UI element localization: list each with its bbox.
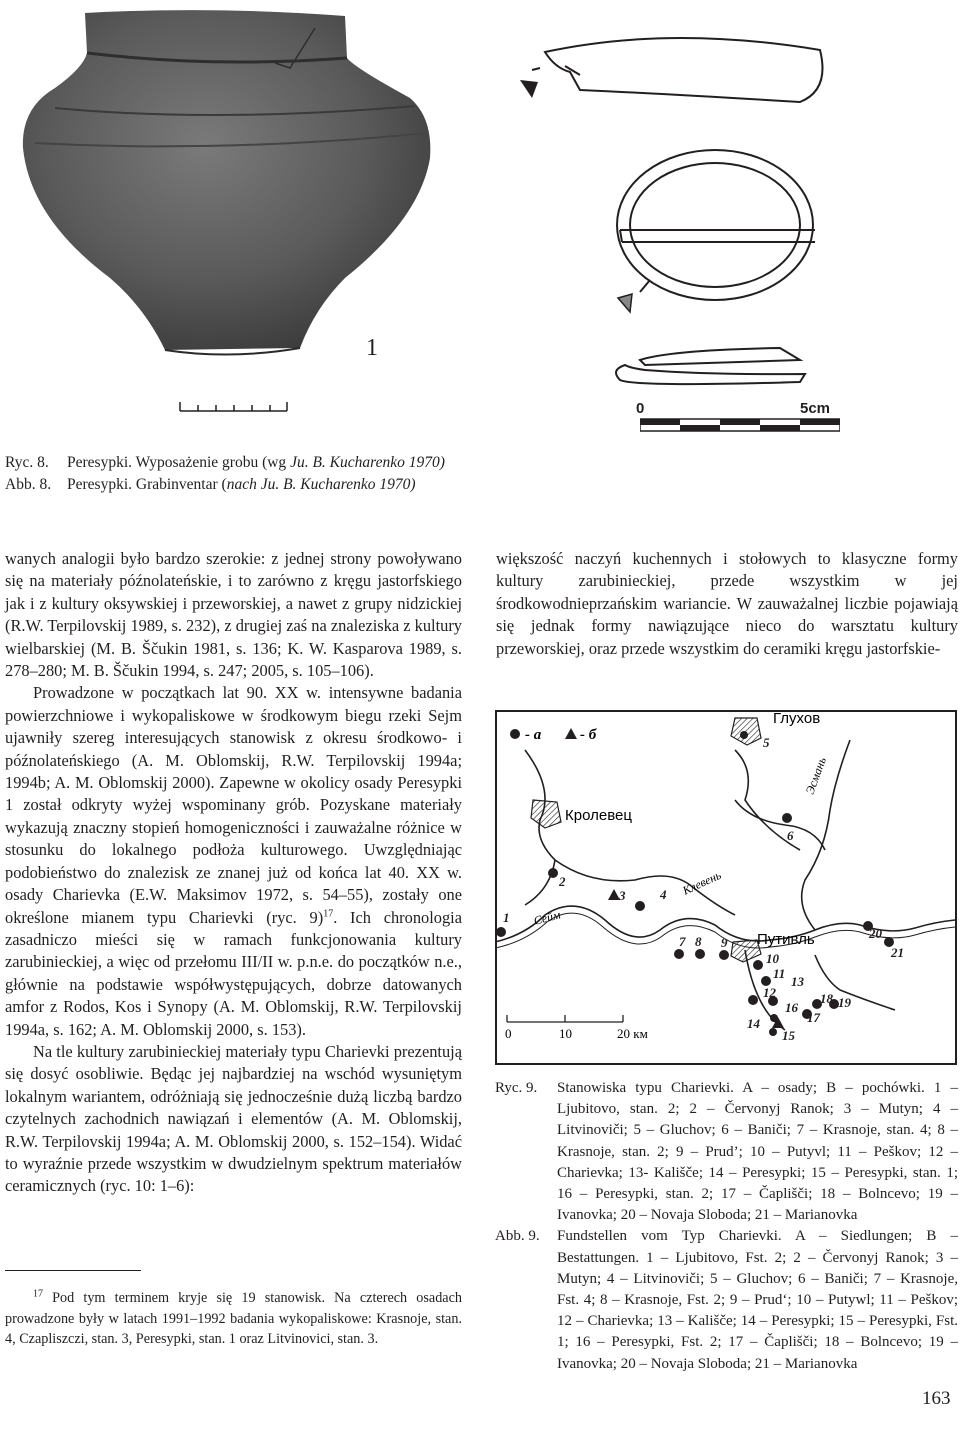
site-number: 8 <box>695 934 702 949</box>
figure9-caption <box>495 1078 958 1375</box>
map-scale-label: 10 <box>559 1026 572 1041</box>
site-number: 15 <box>782 1028 795 1043</box>
site-number: 2 <box>559 874 566 889</box>
caption-de: Abb. 8. Peresypki. Grabinventar (nach Ju. B. Kucharenko 1970) <box>5 474 445 496</box>
site-1-marker <box>496 927 506 937</box>
footnote-number: 17 <box>33 1288 43 1300</box>
plate-number: 1 <box>366 335 378 361</box>
caption-label: Ryc. 8. <box>5 454 49 471</box>
footnote: $^{17}$ Pod tym terminem kryje się 19 stanowisk. Na czterech osadach prowadzone były w latach 1991–1992 badania wykopaliskowe: Krasnoje, stan. 4, Czapliszczi, stan. 3, Peresypki, stan. 1 oraz Litvinovici, stan. 3. <box>5 1288 462 1347</box>
footnote-ref: 17 <box>323 908 334 920</box>
scale-zero-label: 0 <box>636 400 645 417</box>
legend-burial-label: - б <box>580 727 597 743</box>
site-15-marker <box>769 1028 777 1036</box>
paragraph: wanych analogii było bardzo szerokie: z jednej strony powoływano się na materiały późnolateńskie, i to zarówno z kręgu jastorfskiego jak i z kultury oksywskiej i przeworskiej, a nawet z grupy nidzickiej (R.W. Terpilovskij 1989, s. 232), z drugiej zaś na znaleziska z kultury wielbarskiej (M. B. Ščukin 1981, s. 136; K. W. Kasparova 1989, s. 278–280; M. B. Ščukin 1994, s. 247; 2005, s. 105–106). <box>5 549 462 681</box>
site-12-marker <box>748 995 758 1005</box>
site-16-marker <box>770 1014 778 1022</box>
map-scale-label: 20 км <box>617 1026 648 1041</box>
site-number: 14 <box>747 1016 760 1031</box>
site-number: 6 <box>787 828 794 843</box>
page-number: 163 <box>922 1388 951 1409</box>
site-number: 18 <box>820 991 833 1006</box>
caption-text: Fundstellen vom Typ Charievki. A – Siedlungen; B – Bestattungen. 1 – Ljubitovo, Fst. 2; 2 – Červonyj Ranok; 3 – Mutyn; 4 – Litvinoviči; 5 – Gluchov; 6 – Baniči; 7 – Krasnoje, Fst. 4; 8 – Krasnoje, Fst. 2; 9 – Prud‘; 10 – Putywl; 11 – Peškov; 12 – Charievka; 13 – Kališče; 14 – Peresypki; 15 – Peresypki, Fst. 1; 16 – Peresypki, Fst. 2; 17 – Čaplišči; 18 – Bolncevo; 19 – Ivanovka; 20 – Novaja Sloboda; 21 – Marianovka <box>557 1228 958 1372</box>
site-number: 10 <box>766 951 779 966</box>
site-number: 3 <box>619 888 626 903</box>
scale-bar-5cm <box>640 418 840 432</box>
site-2-marker <box>548 868 558 878</box>
site-number: 9 <box>721 935 728 950</box>
legend-settlement-icon <box>510 729 520 739</box>
pot-scale-bar <box>180 402 287 411</box>
site-9-marker <box>719 950 729 960</box>
site-number: 19 <box>838 995 851 1010</box>
river-label-seim: Сейм <box>532 907 562 928</box>
town-label-putivl: Путивль <box>757 931 815 948</box>
caption-text: Stanowiska typu Charievki. A – osady; B – pochówki. 1 – Ljubitovo, stan. 2; 2 – Červonyj Ranok; 3 – Mutyn; 4 – Litvinoviči; 5 – Gluchov; 6 – Baniči; 7 – Krasnoje, stan. 4; 8 – Krasnoje, stan. 2; 9 – Prud’; 10 – Putyvl; 11 – Peškov; 12 – Charievka; 13- Kališče; 14 – Peresypki; 15 – Peresypki, stan. 1; 16 – Peresypki, stan. 2; 17 – Čaplišči; 18 – Bolncevo; 19 – Ivanovka; 20 – Novaja Sloboda; 21 – Marianovka <box>557 1080 958 1224</box>
site-number: 13 <box>791 974 804 989</box>
caption-pl: Ryc. 8. Peresypki. Wyposażenie grobu (wg Ju. B. Kucharenko 1970) <box>5 452 445 474</box>
paragraph: Prowadzone w początkach lat 90. XX w. intensywne badania powierzchniowe i wykopaliskowe w środkowym biegu rzeki Sejm ujawniły szereg interesujących stanowisk z okresu środkowo- i późnolateńskiego (A. M. Oblomskij, R.W. Terpilovskij 1994a; 1994b; A. M. Oblomskij 2000). Zapewne w okolicy osady Peresypki 1 został odkryty wyżej wspominany grób. Pozyskane materiały wykazują znaczny stopień homogeniczności i zauważalne różnice w stosunku do lokalnego podłoża kulturowego. Uwzględniając podobieństwo do znalezisk ze znanej już od końca lat 40. XX w. osady Charievka (E.W. Maksimov 1972, s. 54–55), zostały one określone mianem typu Charievki (ryc. 9)$^{17}$. Ich chronologia zasadniczo mieści się w ramach funkcjonowania kultury zarubinieckiej, a więc od przełomu III/II w. p.n.e. do początków n.e., głównie na podstawie współwystępujących, dobrze datowanych amfor z Rodos, Kos i Synopy (A. M. Oblomskij, R.W. Terpilovskij 1994a, s. 162; A. M. Oblomskij 2000, s. 153). <box>5 683 463 1039</box>
site-number: 1 <box>503 910 510 925</box>
town-label-glukhov: Глухов <box>773 710 821 727</box>
river-label-esman: Эсмань <box>802 755 829 797</box>
site-6-marker <box>782 813 792 823</box>
site-number: 12 <box>763 985 776 1000</box>
site-10-marker <box>753 960 763 970</box>
caption-label: Abb. 9. <box>495 1228 540 1245</box>
caption-label: Ryc. 9. <box>495 1080 538 1096</box>
site-number: 17 <box>807 1010 820 1025</box>
site-5-marker <box>740 731 748 739</box>
caption-pl <box>495 1078 958 1226</box>
map-scale-label: 0 <box>505 1026 512 1041</box>
scale-max-label: 5cm <box>800 400 831 417</box>
caption-label: Abb. 8. <box>5 476 52 493</box>
site-number: 7 <box>679 934 686 949</box>
site-number: 20 <box>869 926 882 941</box>
paragraph: Na tle kultury zarubinieckiej materiały typu Charievki prezentują się dosyć osobliwie. Będąc jej najbardziej na wschód wysuniętym lokalnym wariantem, odróżniają się jednocześnie dużą liczbą bardzo czytelnych zachodnich nawiązań i elementów (A. M. Oblomskij, R.W. Terpilovskij 1994a; A. M. Oblomskij 2000, s. 152–154). Widać to wyraźnie przede wszystkim w dwudzielnym spektrum materiałów ceramicznych (ryc. 10: 1–6): <box>5 1041 462 1196</box>
site-distribution-map <box>495 710 957 1065</box>
site-number: 5 <box>763 735 770 750</box>
river-label-kleven: Клевень <box>680 867 724 898</box>
site-8-marker <box>695 949 705 959</box>
site-7-marker <box>674 949 684 959</box>
town-label-krolevets: Кролевец <box>565 807 632 824</box>
body-text-right-column <box>496 548 958 660</box>
metal-artifacts-drawing <box>470 30 850 425</box>
site-number: 4 <box>660 887 667 902</box>
site-number: 11 <box>773 966 786 981</box>
site-number: 16 <box>785 1000 798 1015</box>
body-text-left-column <box>5 548 462 1198</box>
footnote-divider <box>5 1270 141 1271</box>
legend-settlement-label: - а <box>525 727 542 743</box>
site-4-marker <box>635 901 645 911</box>
figure8-caption <box>5 452 445 496</box>
paragraph: większość naczyń kuchennych i stołowych to klasyczne formy kultury zarubinieckiej, przede wszystkim w jej środkowodnieprzańskim wariancie. W zauważalnej liczbie pojawiają się jednak formy nawiązujące nieco do warsztatu kultury przeworskiej, oraz przede wszystkim do ceramiki kręgu jastorfskie- <box>496 549 958 658</box>
site-number: 21 <box>891 945 904 960</box>
caption-de <box>495 1226 958 1374</box>
